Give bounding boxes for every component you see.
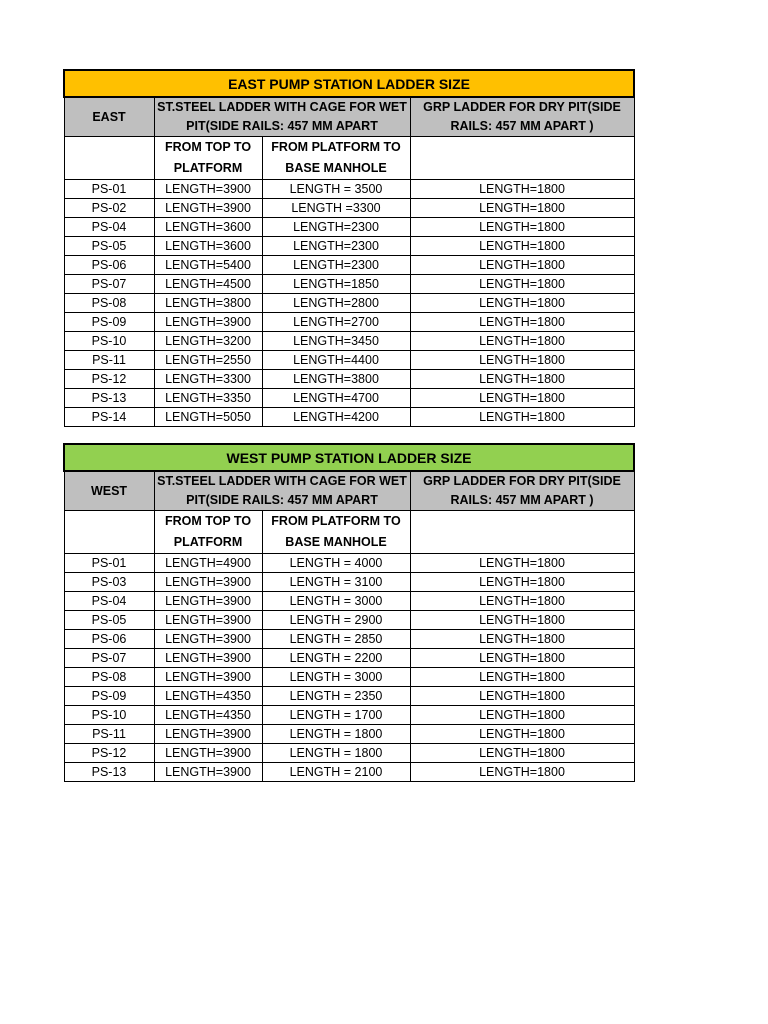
west-ladder-table (63, 443, 635, 782)
table-row (64, 332, 634, 351)
east-steel-header: ST.STEEL LADDER WITH CAGE FOR WET PIT(SIDE RAILS: 457 MM APART (154, 97, 410, 137)
platform-length-cell: LENGTH = 2900 (262, 611, 410, 630)
table-row (64, 592, 634, 611)
top-length-cell: LENGTH=2550 (154, 351, 262, 370)
top-length-cell: LENGTH=4350 (154, 687, 262, 706)
station-cell: PS-13 (64, 763, 154, 782)
east-sub-blank (64, 137, 154, 180)
top-length-cell: LENGTH=3300 (154, 370, 262, 389)
table-row (64, 256, 634, 275)
table-row (64, 389, 634, 408)
top-length-cell: LENGTH=3800 (154, 294, 262, 313)
platform-length-cell: LENGTH = 2850 (262, 630, 410, 649)
platform-length-cell: LENGTH=2800 (262, 294, 410, 313)
grp-length-cell: LENGTH=1800 (410, 649, 634, 668)
table-row (64, 218, 634, 237)
grp-length-cell: LENGTH=1800 (410, 573, 634, 592)
top-length-cell: LENGTH=3900 (154, 313, 262, 332)
grp-length-cell: LENGTH=1800 (410, 256, 634, 275)
platform-length-cell: LENGTH = 1800 (262, 744, 410, 763)
table-row (64, 370, 634, 389)
platform-length-cell: LENGTH=3450 (262, 332, 410, 351)
west-station-header: WEST (64, 471, 154, 511)
platform-length-cell: LENGTH = 3500 (262, 180, 410, 199)
table-row (64, 199, 634, 218)
top-length-cell: LENGTH=5050 (154, 408, 262, 427)
west-sub-platform: FROM PLATFORM TO BASE MANHOLE (262, 511, 410, 554)
table-row (64, 611, 634, 630)
grp-length-cell: LENGTH=1800 (410, 237, 634, 256)
west-sub-blank (64, 511, 154, 554)
platform-length-cell: LENGTH = 3000 (262, 668, 410, 687)
grp-length-cell: LENGTH=1800 (410, 199, 634, 218)
platform-length-cell: LENGTH =3300 (262, 199, 410, 218)
station-cell: PS-05 (64, 237, 154, 256)
table-row (64, 725, 634, 744)
platform-length-cell: LENGTH=3800 (262, 370, 410, 389)
station-cell: PS-13 (64, 389, 154, 408)
table-row (64, 351, 634, 370)
top-length-cell: LENGTH=3900 (154, 668, 262, 687)
top-length-cell: LENGTH=3200 (154, 332, 262, 351)
top-length-cell: LENGTH=3900 (154, 573, 262, 592)
table-row (64, 706, 634, 725)
grp-length-cell: LENGTH=1800 (410, 668, 634, 687)
grp-length-cell: LENGTH=1800 (410, 592, 634, 611)
station-cell: PS-12 (64, 744, 154, 763)
grp-length-cell: LENGTH=1800 (410, 630, 634, 649)
top-length-cell: LENGTH=4900 (154, 554, 262, 573)
grp-length-cell: LENGTH=1800 (410, 313, 634, 332)
platform-length-cell: LENGTH = 1800 (262, 725, 410, 744)
table-row (64, 275, 634, 294)
top-length-cell: LENGTH=3900 (154, 630, 262, 649)
station-cell: PS-04 (64, 592, 154, 611)
platform-length-cell: LENGTH=4700 (262, 389, 410, 408)
table-row (64, 294, 634, 313)
top-length-cell: LENGTH=3900 (154, 199, 262, 218)
platform-length-cell: LENGTH=1850 (262, 275, 410, 294)
grp-length-cell: LENGTH=1800 (410, 408, 634, 427)
table-row (64, 763, 634, 782)
west-steel-header: ST.STEEL LADDER WITH CAGE FOR WET PIT(SIDE RAILS: 457 MM APART (154, 471, 410, 511)
station-cell: PS-01 (64, 554, 154, 573)
platform-length-cell: LENGTH = 2200 (262, 649, 410, 668)
station-cell: PS-01 (64, 180, 154, 199)
table-row (64, 180, 634, 199)
station-cell: PS-04 (64, 218, 154, 237)
station-cell: PS-07 (64, 275, 154, 294)
station-cell: PS-09 (64, 313, 154, 332)
west-tbody (64, 444, 634, 782)
west-sub-grp-blank (410, 511, 634, 554)
grp-length-cell: LENGTH=1800 (410, 611, 634, 630)
top-length-cell: LENGTH=5400 (154, 256, 262, 275)
table-row (64, 573, 634, 592)
station-cell: PS-02 (64, 199, 154, 218)
station-cell: PS-10 (64, 332, 154, 351)
grp-length-cell: LENGTH=1800 (410, 370, 634, 389)
station-cell: PS-06 (64, 256, 154, 275)
station-cell: PS-05 (64, 611, 154, 630)
east-sub-top: FROM TOP TO PLATFORM (154, 137, 262, 180)
grp-length-cell: LENGTH=1800 (410, 725, 634, 744)
west-sub-top: FROM TOP TO PLATFORM (154, 511, 262, 554)
east-subheader-row (64, 137, 634, 180)
table-row (64, 649, 634, 668)
grp-length-cell: LENGTH=1800 (410, 763, 634, 782)
platform-length-cell: LENGTH=2300 (262, 218, 410, 237)
east-sub-platform: FROM PLATFORM TO BASE MANHOLE (262, 137, 410, 180)
top-length-cell: LENGTH=3900 (154, 725, 262, 744)
station-cell: PS-12 (64, 370, 154, 389)
platform-length-cell: LENGTH=4400 (262, 351, 410, 370)
east-title-row (64, 70, 634, 97)
grp-length-cell: LENGTH=1800 (410, 351, 634, 370)
top-length-cell: LENGTH=4350 (154, 706, 262, 725)
station-cell: PS-07 (64, 649, 154, 668)
top-length-cell: LENGTH=3900 (154, 611, 262, 630)
top-length-cell: LENGTH=3900 (154, 592, 262, 611)
station-cell: PS-11 (64, 351, 154, 370)
top-length-cell: LENGTH=3900 (154, 649, 262, 668)
top-length-cell: LENGTH=3900 (154, 744, 262, 763)
grp-length-cell: LENGTH=1800 (410, 294, 634, 313)
platform-length-cell: LENGTH=2300 (262, 256, 410, 275)
platform-length-cell: LENGTH=2300 (262, 237, 410, 256)
grp-length-cell: LENGTH=1800 (410, 275, 634, 294)
platform-length-cell: LENGTH=2700 (262, 313, 410, 332)
east-tbody (64, 70, 634, 427)
grp-length-cell: LENGTH=1800 (410, 687, 634, 706)
table-row (64, 687, 634, 706)
grp-length-cell: LENGTH=1800 (410, 554, 634, 573)
platform-length-cell: LENGTH = 1700 (262, 706, 410, 725)
table-row (64, 554, 634, 573)
station-cell: PS-14 (64, 408, 154, 427)
east-station-header: EAST (64, 97, 154, 137)
table-row (64, 668, 634, 687)
east-ladder-table (63, 69, 635, 427)
platform-length-cell: LENGTH=4200 (262, 408, 410, 427)
table-row (64, 408, 634, 427)
east-header-row (64, 97, 634, 137)
west-subheader-row (64, 511, 634, 554)
station-cell: PS-08 (64, 668, 154, 687)
grp-length-cell: LENGTH=1800 (410, 218, 634, 237)
west-title: WEST PUMP STATION LADDER SIZE (64, 444, 634, 471)
station-cell: PS-06 (64, 630, 154, 649)
top-length-cell: LENGTH=3600 (154, 218, 262, 237)
east-title: EAST PUMP STATION LADDER SIZE (64, 70, 634, 97)
station-cell: PS-11 (64, 725, 154, 744)
platform-length-cell: LENGTH = 4000 (262, 554, 410, 573)
east-sub-grp-blank (410, 137, 634, 180)
table-row (64, 744, 634, 763)
station-cell: PS-08 (64, 294, 154, 313)
top-length-cell: LENGTH=4500 (154, 275, 262, 294)
platform-length-cell: LENGTH = 3000 (262, 592, 410, 611)
grp-length-cell: LENGTH=1800 (410, 180, 634, 199)
table-row (64, 313, 634, 332)
grp-length-cell: LENGTH=1800 (410, 706, 634, 725)
grp-length-cell: LENGTH=1800 (410, 744, 634, 763)
table-row (64, 237, 634, 256)
top-length-cell: LENGTH=3900 (154, 763, 262, 782)
station-cell: PS-09 (64, 687, 154, 706)
platform-length-cell: LENGTH = 3100 (262, 573, 410, 592)
west-title-row (64, 444, 634, 471)
grp-length-cell: LENGTH=1800 (410, 332, 634, 351)
platform-length-cell: LENGTH = 2350 (262, 687, 410, 706)
east-grp-header: GRP LADDER FOR DRY PIT(SIDE RAILS: 457 MM APART ) (410, 97, 634, 137)
platform-length-cell: LENGTH = 2100 (262, 763, 410, 782)
station-cell: PS-10 (64, 706, 154, 725)
station-cell: PS-03 (64, 573, 154, 592)
grp-length-cell: LENGTH=1800 (410, 389, 634, 408)
top-length-cell: LENGTH=3350 (154, 389, 262, 408)
top-length-cell: LENGTH=3900 (154, 180, 262, 199)
west-grp-header: GRP LADDER FOR DRY PIT(SIDE RAILS: 457 MM APART ) (410, 471, 634, 511)
west-header-row (64, 471, 634, 511)
top-length-cell: LENGTH=3600 (154, 237, 262, 256)
table-row (64, 630, 634, 649)
